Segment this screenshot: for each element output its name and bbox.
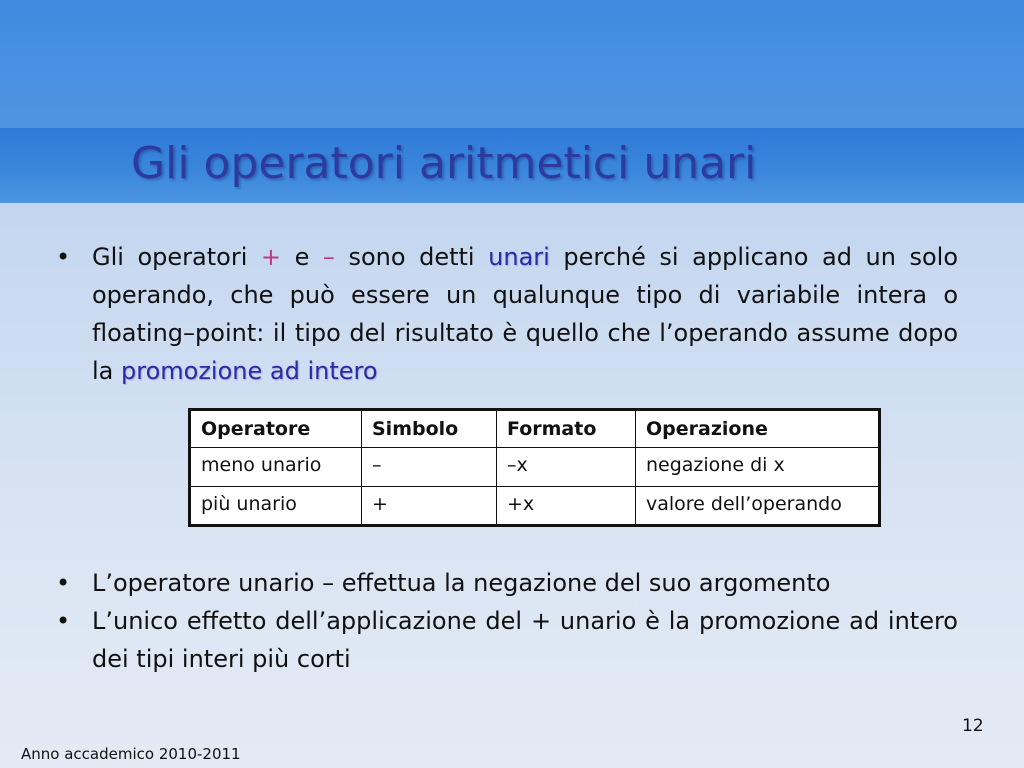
bullet-marker: •: [56, 607, 71, 635]
bullet-text: sono detti: [334, 243, 489, 271]
table-cell: –x: [497, 448, 636, 487]
bullet-text: L’unico effetto dell’applicazione del + unario è la promozione ad intero dei tipi interi più corti: [92, 607, 958, 673]
table-header-row: [190, 410, 880, 448]
bullet-item: [56, 602, 958, 678]
table-cell: valore dell’operando: [636, 487, 880, 526]
bullet-text: perché si applicano ad un solo operando, che può essere un qualunque tipo di variabile intera o floating–point: il tipo del risultato è quello che l’operando assume dopo la: [92, 243, 959, 385]
operators-table: [188, 408, 881, 527]
table-header: Operatore: [190, 410, 362, 448]
table-cell: +: [362, 487, 497, 526]
table-row: [190, 448, 880, 487]
table-header: Operazione: [636, 410, 880, 448]
table-cell: +x: [497, 487, 636, 526]
highlight-promozione: promozione ad intero: [121, 357, 378, 385]
table-cell: meno unario: [190, 448, 362, 487]
table-cell: più unario: [190, 487, 362, 526]
bullet-text: e: [281, 243, 323, 271]
table-header: Simbolo: [362, 410, 497, 448]
bullet-marker: •: [56, 243, 71, 271]
plus-symbol: +: [260, 243, 282, 271]
footer-text: Anno accademico 2010-2011: [21, 745, 241, 763]
slide-title: Gli operatori aritmetici unari: [131, 138, 757, 189]
bullet-item: [56, 238, 958, 390]
bullet-text: Gli operatori: [92, 243, 261, 271]
table-cell: negazione di x: [636, 448, 880, 487]
minus-symbol: –: [322, 243, 335, 271]
table-row: [190, 487, 880, 526]
table-header: Formato: [497, 410, 636, 448]
bullet-text: L’operatore unario – effettua la negazione del suo argomento: [92, 569, 831, 597]
bullet-marker: •: [56, 569, 71, 597]
table-cell: –: [362, 448, 497, 487]
bullet-item: [56, 564, 958, 602]
bullet-list-top: [56, 238, 958, 390]
page-number: 12: [962, 716, 984, 736]
bullet-list-bottom: [56, 564, 958, 678]
header-band: [0, 0, 1024, 128]
highlight-unari: unari: [488, 243, 550, 271]
